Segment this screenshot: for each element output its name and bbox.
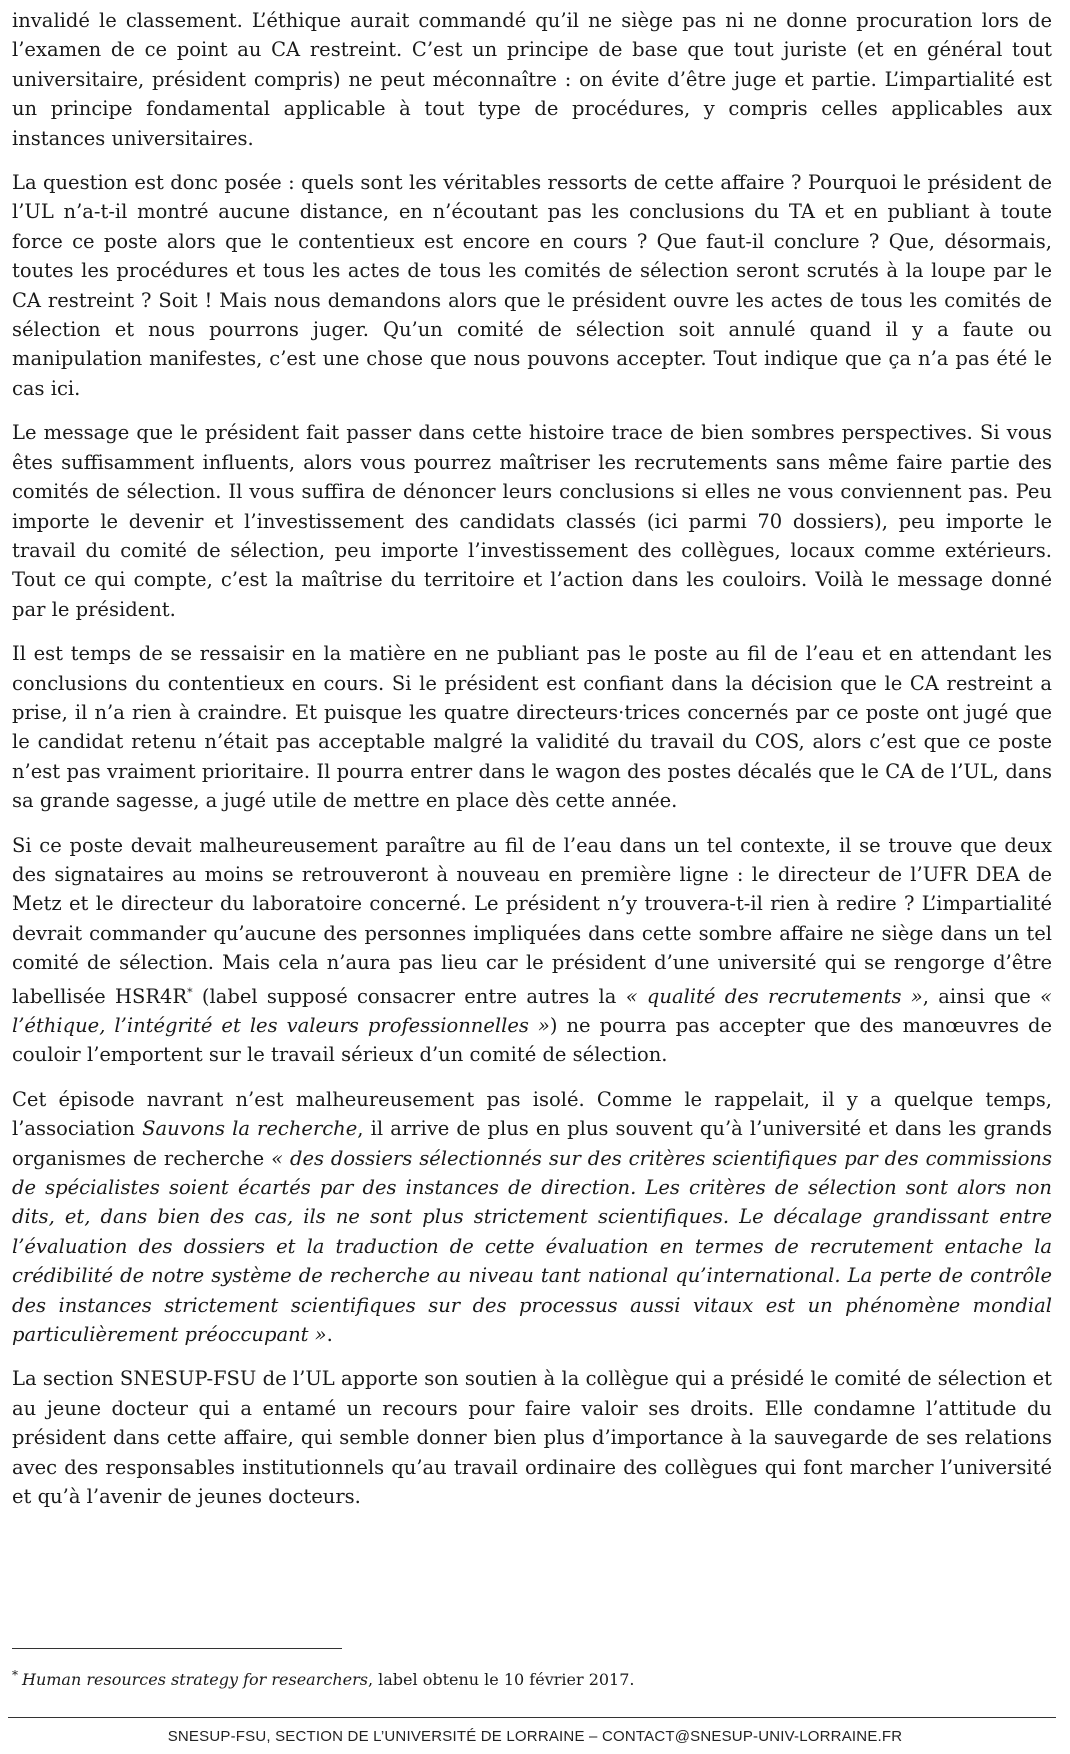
footnote [12,1664,1052,1691]
paragraph-5 [12,831,1052,1070]
paragraph-6-text-a: Cet épisode navrant n’est malheureusement pas isolé. Comme le rappelait, il y a quelque temps, l’association [12,1087,1052,1141]
paragraph-4: Il est temps de se ressaisir en la matière en ne publiant pas le poste au fil de l’eau et en attendant les conclusions du contentieux en cours. Si le président est confiant dans la décision que le CA restreint a prise, il n’a rien à craindre. Et puisque les quatre directeurs·trices concernés par ce poste ont jugé que le candidat retenu n’était pas acceptable malgré la validité du travail du COS, alors c’est que ce poste n’est pas vraiment prioritaire. Il pourra entrer dans le wagon des postes décalés que le CA de l’UL, dans sa grande sagesse, a jugé utile de mettre en place dès cette année. [12,642,1052,813]
footnote-marker: * [12,1668,18,1682]
paragraph-7: La section SNESUP-FSU de l’UL apporte son soutien à la collègue qui a présidé le comité de sélection et au jeune docteur qui a entamé un recours pour faire valoir ses droits. Elle condamne l’attitude du président dans cette affaire, qui semble donner bien plus d’importance à la sauvegarde de ses relations avec des responsables institutionnels qu’au travail ordinaire des collègues qui font marcher l’université et qu’à l’avenir de jeunes docteurs. [12,1367,1052,1509]
quote-ethics-integrity: « l’éthique, l’intégrité et les valeurs professionnelles » [12,984,1052,1037]
footnote-text: , label obtenu le 10 février 2017. [367,1670,635,1689]
paragraph-6-text-b: , il arrive de plus en plus souvent qu’à l’université et dans les grands organismes de recherche [12,1117,1052,1170]
paragraph-5-text-b: (label supposé consacrer entre autres la [192,984,626,1008]
paragraph-5-text-c: , ainsi que [922,984,1041,1008]
page-footer: SNESUP-FSU, SECTION DE L’UNIVERSITÉ DE LORRAINE – CONTACT@SNESUP-UNIV-LORRAINE.FR [167,1728,903,1745]
association-name: Sauvons la recherche [142,1117,358,1141]
quote-quality-recruitment: « qualité des recrutements » [625,984,923,1008]
paragraph-3: Le message que le président fait passer dans cette histoire trace de bien sombres perspectives. Si vous êtes suffisamment influents, alors vous pourrez maîtriser les recrutements sans même faire partie des comités de sélection. Il vous suffira de dénoncer leurs conclusions si elles ne vous conviennent pas. Peu importe le devenir et l’investissement des candidats classés (ici parmi 70 dossiers), peu importe le travail du comité de sélection, peu importe l’investissement des collègues, locaux comme extérieurs. Tout ce qui compte, c’est la maîtrise du territoire et l’action dans les couloirs. Voilà le message donné par le président. [12,421,1052,621]
footer-divider [8,1717,1056,1718]
footnote-italic: Human resources strategy for researchers [22,1670,368,1689]
association-quote: « des dossiers sélectionnés sur des critères scientifiques par des commissions de spécialistes soient écartés par des instances de direction. Les critères de sélection sont alors non dits, et, dans bien des cas, ils ne sont plus strictement scientifiques. Le décalage grandissant entre l’évaluation des dossiers et la traduction de cette évaluation en termes de recrutement entache la crédibilité de notre système de recherche au niveau tant national qu’international. La perte de contrôle des instances strictement scientifiques sur des processus aussi vitaux est un phénomène mondial particulièrement préoccupant » [12,1146,1052,1347]
footnote-reference[interactable]: * [187,985,193,999]
paragraph-6 [12,1085,1052,1350]
paragraph-1: invalidé le classement. L’éthique aurait commandé qu’il ne siège pas ni ne donne procuration lors de l’examen de ce point au CA restreint. C’est un principe de base que tout juriste (et en général tout universitaire, président compris) ne peut méconnaître : on évite d’être juge et partie. L’impartialité est un principe fondamental applicable à tout type de procédures, y compris celles applicables aux instances universitaires. [12,9,1052,150]
footnote-divider [12,1648,342,1649]
paragraph-5-text-d: ) ne pourra pas accepter que des manœuvres de couloir l’emportent sur le travail sérieux d’un comité de sélection. [12,1014,1053,1067]
paragraph-5-text-a: Si ce poste devait malheureusement paraître au fil de l’eau dans un tel contexte, il se trouve que deux des signataires au moins se retrouveront à nouveau en première ligne : le directeur de l’UFR DEA de Metz et le directeur du laboratoire concerné. Le président n’y trouvera-t-il rien à redire ? L’impartialité devrait commander qu’aucune des personnes impliquées dans cette sombre affaire ne siège dans un tel comité de sélection. Mais cela n’aura pas lieu car le président d’une université qui se rengorge d’être labellisée HSR4R [12,833,1052,1008]
paragraph-2: La question est donc posée : quels sont les véritables ressorts de cette affaire ? Pourquoi le président de l’UL n’a-t-il montré aucune distance, en n’écoutant pas les conclusions du TA et en publiant à toute force ce poste alors que le contentieux est encore en cours ? Que faut-il conclure ? Que, désormais, toutes les procédures et tous les actes de tous les comités de sélection seront scrutés à la loupe par le CA restreint ? Soit ! Mais nous demandons alors que le président ouvre les actes de tous les comités de sélection et nous pourrons juger. Qu’un comité de sélection soit annulé quand il y a faute ou manipulation manifestes, c’est une chose que nous pouvons accepter. Tout indique que ça n’a pas été le cas ici. [12,171,1052,400]
article-body [12,6,1052,1527]
paragraph-6-end: . [326,1323,333,1347]
